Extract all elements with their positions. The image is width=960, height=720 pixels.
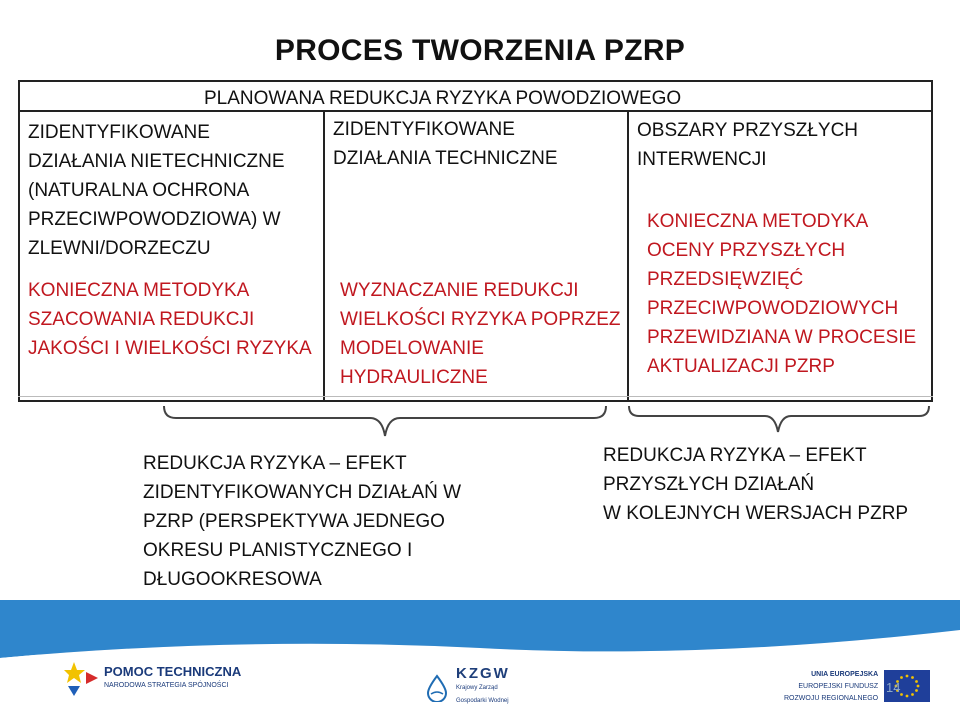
column-2-heading xyxy=(333,115,558,173)
col1-method-line: SZACOWANIA REDUKCJI xyxy=(28,309,255,330)
col1-heading-line: ZIDENTYFIKOWANE xyxy=(28,122,210,143)
outcome1-line: REDUKCJA RYZYKA – EFEKT xyxy=(143,453,407,474)
right-curly-brace xyxy=(625,404,935,440)
outcome2-line: PRZYSZŁYCH DZIAŁAŃ xyxy=(603,474,815,495)
column-divider-2 xyxy=(627,110,629,402)
star-logo-icon xyxy=(64,660,98,696)
col1-method-line: KONIECZNA METODYKA xyxy=(28,280,250,301)
col2-method-line: HYDRAULICZNE xyxy=(340,367,488,388)
logo-kzgw xyxy=(424,665,510,707)
col3-method-line: PRZECIWPOWODZIOWYCH xyxy=(647,298,899,319)
logo2-subtitle-1: Krajowy Zarząd xyxy=(456,685,498,691)
logo1-title: POMOC TECHNICZNA xyxy=(104,663,242,679)
col1-heading-line: DZIAŁANIA NIETECHNICZNE xyxy=(28,151,285,172)
logo2-title: KZGW xyxy=(456,665,510,682)
col1-heading-line: ZLEWNI/DORZECZU xyxy=(28,238,211,259)
col3-method-line: PRZEDSIĘWZIĘĆ xyxy=(647,269,804,290)
footer-wave xyxy=(0,600,960,660)
outcome-current-actions xyxy=(143,449,461,594)
slide-title: PROCES TWORZENIA PZRP xyxy=(274,34,686,67)
col3-heading-line: OBSZARY PRZYSZŁYCH xyxy=(637,120,859,141)
col3-heading-line: INTERWENCJI xyxy=(637,149,767,170)
column-1-heading xyxy=(28,118,285,263)
logo-eu xyxy=(784,668,930,704)
column-3-method xyxy=(647,207,916,381)
logo3-subtitle-1: EUROPEJSKI FUNDUSZ xyxy=(798,683,879,690)
col3-method-line: AKTUALIZACJI PZRP xyxy=(647,356,835,377)
header-label: PLANOWANA REDUKCJA RYZYKA POWODZIOWEGO xyxy=(200,88,685,110)
logo3-title: UNIA EUROPEJSKA xyxy=(811,671,879,678)
col3-method-line: KONIECZNA METODYKA xyxy=(647,211,869,232)
logo3-subtitle-2: ROZWOJU REGIONALNEGO xyxy=(784,695,879,702)
frame-bottom-strip xyxy=(18,396,933,404)
outcome-future-actions xyxy=(603,441,908,528)
water-drop-icon xyxy=(424,674,450,702)
col1-heading-line: PRZECIWPOWODZIOWA) W xyxy=(28,209,281,230)
col2-method-line: WYZNACZANIE REDUKCJI xyxy=(340,280,579,301)
col3-method-line: OCENY PRZYSZŁYCH xyxy=(647,240,846,261)
left-curly-brace xyxy=(160,404,610,444)
col1-heading-line: (NATURALNA OCHRONA xyxy=(28,180,250,201)
col1-method-line: JAKOŚCI I WIELKOŚCI RYZYKA xyxy=(28,338,312,359)
col3-method-line: PRZEWIDZIANA W PROCESIE xyxy=(647,327,917,348)
outcome1-line: DŁUGOOKRESOWA xyxy=(143,569,322,590)
outcome2-line: W KOLEJNYCH WERSJACH PZRP xyxy=(603,503,909,524)
col2-method-line: MODELOWANIE xyxy=(340,338,484,359)
col2-heading-line: DZIAŁANIA TECHNICZNE xyxy=(333,148,558,169)
col2-heading-line: ZIDENTYFIKOWANE xyxy=(333,119,515,140)
outcome1-line: ZIDENTYFIKOWANYCH DZIAŁAŃ W xyxy=(143,482,462,503)
column-1-method xyxy=(28,276,312,363)
column-3-heading xyxy=(637,116,858,174)
logo-pomoc-techniczna xyxy=(64,660,241,696)
column-divider-1 xyxy=(323,110,325,402)
outcome1-line: OKRESU PLANISTYCZNEGO I xyxy=(143,540,413,561)
column-2-method xyxy=(340,276,621,392)
logo2-subtitle-2: Gospodarki Wodnej xyxy=(456,698,509,704)
outcome1-line: PZRP (PERSPEKTYWA JEDNEGO xyxy=(143,511,445,532)
logo1-subtitle: NARODOWA STRATEGIA SPÓJNOŚCI xyxy=(104,681,229,689)
outcome2-line: REDUKCJA RYZYKA – EFEKT xyxy=(603,445,867,466)
col2-method-line: WIELKOŚCI RYZYKA POPRZEZ xyxy=(340,309,621,330)
page-number: 14 xyxy=(886,680,901,695)
header-underline xyxy=(18,110,933,112)
